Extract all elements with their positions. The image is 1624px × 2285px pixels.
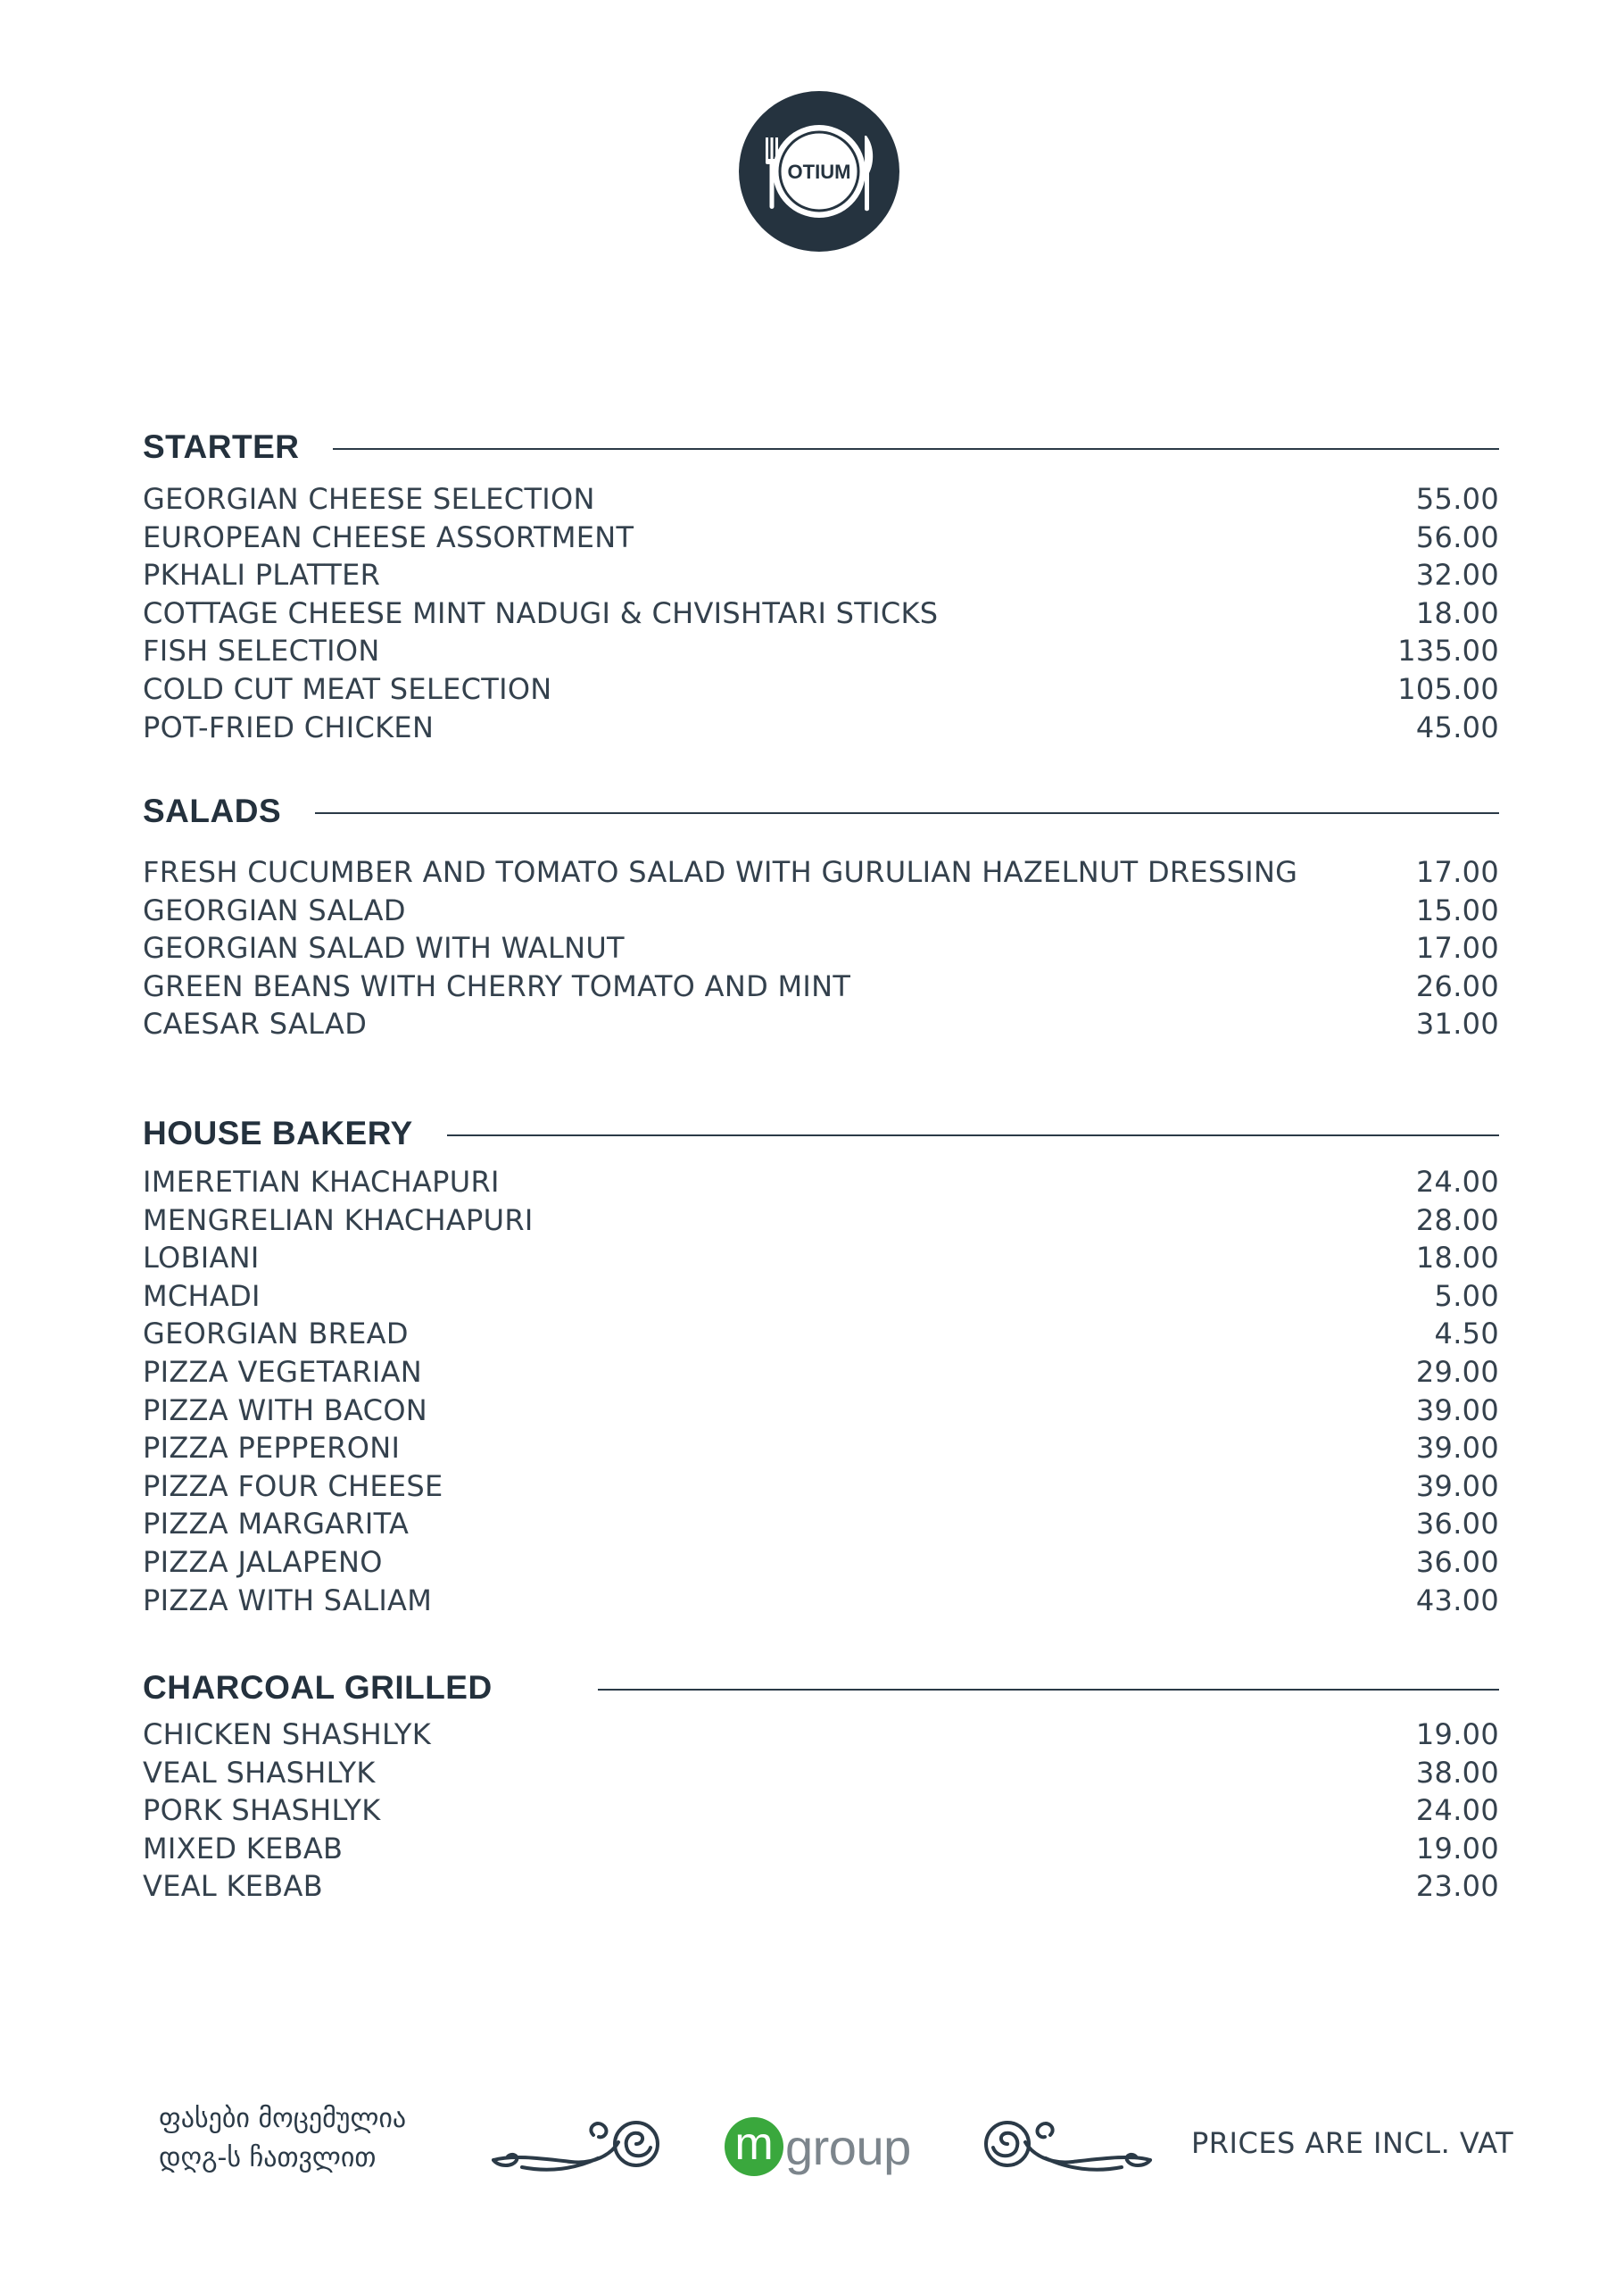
section-title: CHARCOAL GRILLED (143, 1669, 493, 1706)
menu-item (143, 1867, 1499, 1906)
item-price: 17.00 (1415, 931, 1499, 966)
item-price: 23.00 (1415, 1869, 1499, 1904)
item-price: 55.00 (1415, 482, 1499, 516)
menu-item (143, 892, 1499, 930)
item-name: PIZZA WITH SALIAM (143, 1583, 433, 1617)
item-name: LOBIANI (143, 1241, 260, 1275)
section-divider (315, 812, 1499, 814)
item-price: 43.00 (1415, 1583, 1499, 1617)
section-title: HOUSE BAKERY (143, 1115, 413, 1151)
item-name: COTTAGE CHEESE MINT NADUGI & CHVISHTARI STICKS (143, 595, 939, 630)
item-name: GREEN BEANS WITH CHERRY TOMATO AND MINT (143, 968, 851, 1003)
menu-item (143, 1830, 1499, 1868)
item-name: PKHALI PLATTER (143, 558, 381, 593)
item-price: 56.00 (1415, 519, 1499, 554)
section-divider (333, 448, 1499, 450)
menu-item (143, 1353, 1499, 1392)
menu-item (143, 1315, 1499, 1353)
item-name: PIZZA FOUR CHEESE (143, 1468, 443, 1503)
item-price: 32.00 (1415, 558, 1499, 593)
georgian-vat-line-1: ფასები მოცემულია (159, 2103, 407, 2134)
item-name: FISH SELECTION (143, 634, 380, 669)
menu-item (143, 670, 1499, 709)
menu-item (143, 1543, 1499, 1582)
item-name: GEORGIAN SALAD WITH WALNUT (143, 931, 625, 966)
item-name: FRESH CUCUMBER AND TOMATO SALAD WITH GURULIAN HAZELNUT DRESSING (143, 855, 1298, 889)
item-price: 18.00 (1415, 595, 1499, 630)
item-name: PIZZA PEPPERONI (143, 1431, 401, 1466)
item-name: PIZZA MARGARITA (143, 1507, 410, 1541)
menu-item (143, 1429, 1499, 1467)
menu-item (143, 929, 1499, 968)
item-price: 28.00 (1415, 1202, 1499, 1237)
menu-item (143, 1392, 1499, 1430)
item-price: 39.00 (1415, 1468, 1499, 1503)
footer (0, 2089, 1624, 2214)
menu-item (143, 632, 1499, 670)
menu-item (143, 1163, 1499, 1201)
item-price: 17.00 (1415, 855, 1499, 889)
item-price: 105.00 (1397, 671, 1499, 706)
item-price: 24.00 (1415, 1793, 1499, 1828)
item-name: PIZZA JALAPENO (143, 1544, 383, 1579)
item-price: 19.00 (1415, 1717, 1499, 1751)
menu-item (143, 1277, 1499, 1316)
section-house-bakery (143, 1111, 1499, 1619)
menu-item (143, 1505, 1499, 1543)
menu-list (143, 1163, 1499, 1619)
georgian-vat-note (159, 2099, 498, 2178)
item-name: IMERETIAN KHACHAPURI (143, 1165, 500, 1199)
item-name: GEORGIAN BREAD (143, 1317, 409, 1351)
item-name: CAESAR SALAD (143, 1007, 368, 1042)
item-name: EUROPEAN CHEESE ASSORTMENT (143, 519, 634, 554)
item-price: 29.00 (1415, 1354, 1499, 1389)
item-price: 39.00 (1415, 1392, 1499, 1427)
item-price: 15.00 (1415, 893, 1499, 927)
menu-item (143, 519, 1499, 557)
menu-item (143, 968, 1499, 1006)
menu-item (143, 556, 1499, 594)
swirl-ornament-icon (486, 2108, 669, 2180)
section-title: SALADS (143, 793, 282, 829)
item-name: MENGRELIAN KHACHAPURI (143, 1202, 534, 1237)
menu-item (143, 709, 1499, 747)
item-name: PORK SHASHLYK (143, 1793, 381, 1828)
menu-item (143, 1239, 1499, 1277)
menu-list (143, 480, 1499, 746)
item-price: 135.00 (1397, 634, 1499, 669)
menu-item (143, 853, 1499, 892)
item-name: POT-FRIED CHICKEN (143, 710, 435, 744)
section-charcoal-grilled (143, 1666, 1499, 1906)
section-starter (143, 425, 1499, 746)
item-name: CHICKEN SHASHLYK (143, 1717, 432, 1751)
menu-item (143, 1754, 1499, 1792)
item-name: PIZZA WITH BACON (143, 1392, 428, 1427)
item-name: MCHADI (143, 1278, 261, 1313)
menu-item (143, 1582, 1499, 1620)
item-name: MIXED KEBAB (143, 1831, 344, 1865)
item-name: COLD CUT MEAT SELECTION (143, 671, 552, 706)
item-price: 24.00 (1415, 1165, 1499, 1199)
item-price: 18.00 (1415, 1241, 1499, 1275)
menu-item (143, 1716, 1499, 1754)
menu-item (143, 1467, 1499, 1506)
item-price: 26.00 (1415, 968, 1499, 1003)
menu-item (143, 594, 1499, 633)
item-price: 45.00 (1415, 710, 1499, 744)
item-name: PIZZA VEGETARIAN (143, 1354, 423, 1389)
menu-item (143, 1005, 1499, 1043)
item-price: 31.00 (1415, 1007, 1499, 1042)
section-salads (143, 789, 1499, 1043)
menu-item (143, 480, 1499, 519)
fork-knife-plate-icon (739, 91, 899, 252)
georgian-vat-line-2: დღგ-ს ჩათვლით (159, 2142, 377, 2173)
mgroup-logo (725, 2106, 911, 2187)
otium-logo (739, 91, 899, 252)
swirl-ornament-icon (974, 2108, 1157, 2180)
item-price: 36.00 (1415, 1507, 1499, 1541)
menu-item (143, 1201, 1499, 1240)
item-name: VEAL SHASHLYK (143, 1755, 376, 1790)
item-name: GEORGIAN SALAD (143, 893, 406, 927)
menu-list (143, 1716, 1499, 1906)
section-divider (598, 1689, 1499, 1691)
section-title: STARTER (143, 428, 300, 465)
logo-text: OTIUM (787, 161, 851, 183)
menu-item (143, 1791, 1499, 1830)
mgroup-m: m (725, 2117, 783, 2176)
item-price: 5.00 (1434, 1278, 1499, 1313)
menu-list (143, 853, 1499, 1043)
section-divider (447, 1134, 1499, 1136)
item-name: VEAL KEBAB (143, 1869, 323, 1904)
item-price: 19.00 (1415, 1831, 1499, 1865)
item-name: GEORGIAN CHEESE SELECTION (143, 482, 595, 516)
item-price: 39.00 (1415, 1431, 1499, 1466)
vat-note: PRICES ARE INCL. VAT (1191, 2126, 1514, 2160)
mgroup-word: group (785, 2118, 911, 2175)
item-price: 4.50 (1434, 1317, 1499, 1351)
item-price: 36.00 (1415, 1544, 1499, 1579)
item-price: 38.00 (1415, 1755, 1499, 1790)
